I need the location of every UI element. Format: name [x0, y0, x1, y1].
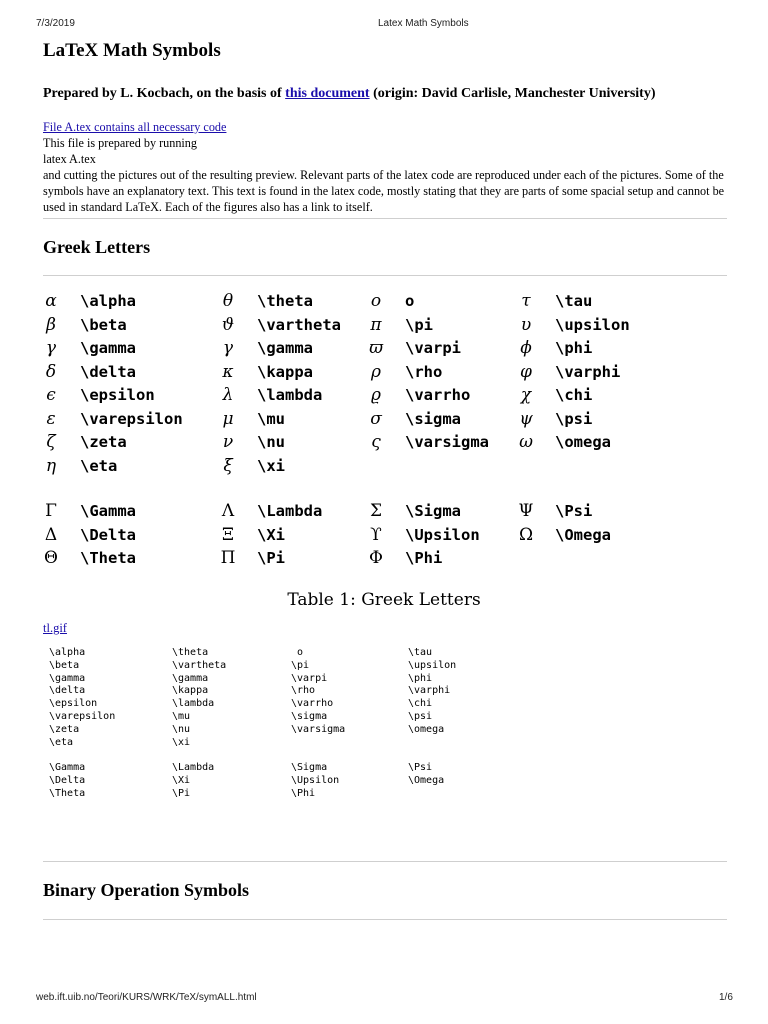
- code-line: o: [291, 647, 304, 658]
- greek-symbol-entry: [213, 314, 341, 337]
- greek-symbol-glyph: θ: [222, 291, 234, 311]
- greek-symbol-entry: [361, 384, 470, 407]
- code-column: [291, 647, 345, 801]
- greek-symbol-glyph: κ: [222, 361, 234, 382]
- greek-symbol-glyph: Θ: [44, 548, 58, 568]
- latex-command: \Gamma: [80, 502, 136, 520]
- greek-symbol-entry: [511, 290, 592, 313]
- latex-command: \Psi: [555, 502, 593, 520]
- intro-line3: and cutting the pictures out of the resulting preview. Relevant parts of the latex code are reproduced under each of the pictures. Some of the symbols have an explanatory text. This text is found in the latex code, mostly stating that they are parts of some spacial setup and cannot be used in standard LaTeX. Each of the figures also has a link to itself.: [43, 168, 725, 214]
- greek-symbol-entry: [511, 337, 592, 360]
- greek-symbol-entry: [36, 361, 136, 384]
- latex-command: \alpha: [80, 292, 136, 310]
- greek-symbol-entry: [361, 337, 461, 360]
- this-document-link[interactable]: this document: [285, 86, 370, 101]
- page-title: LaTeX Math Symbols: [43, 40, 221, 61]
- latex-command: \delta: [80, 362, 136, 381]
- greek-symbol-entry: [36, 500, 136, 523]
- greek-symbol-entry: [213, 455, 285, 478]
- greek-symbol-entry: [511, 431, 611, 454]
- code-line: \Omega: [408, 774, 445, 786]
- latex-command: \chi: [555, 386, 593, 404]
- code-line: \delta: [49, 685, 86, 697]
- greek-symbol-glyph: η: [45, 455, 57, 476]
- latex-command: \kappa: [257, 362, 313, 381]
- greek-symbol-glyph: ζ: [46, 432, 56, 452]
- code-line: \pi: [291, 659, 310, 671]
- greek-symbol-glyph: Γ: [45, 501, 57, 521]
- prepared-by-text: Prepared by L. Kocbach, on the basis of: [43, 86, 286, 101]
- greek-symbol-glyph: π: [370, 314, 382, 335]
- greek-symbol-glyph: δ: [45, 361, 57, 382]
- code-line: \beta: [49, 659, 80, 671]
- section-heading-binary: Binary Operation Symbols: [43, 880, 250, 900]
- divider: [43, 218, 727, 219]
- code-line: [291, 749, 345, 762]
- greek-symbol-glyph: ε: [46, 408, 56, 429]
- divider: [43, 919, 727, 920]
- file-a-tex-link[interactable]: File A.tex contains all necessary code: [43, 120, 227, 134]
- greek-symbol-glyph: ϖ: [369, 338, 383, 358]
- latex-command: \Sigma: [405, 502, 461, 520]
- greek-symbol-entry: [361, 290, 414, 313]
- greek-symbol-glyph: Ω: [518, 524, 534, 545]
- greek-symbol-entry: [511, 500, 592, 523]
- latex-command: \phi: [555, 339, 593, 357]
- latex-command: \sigma: [405, 409, 461, 428]
- greek-symbol-glyph: μ: [222, 408, 234, 429]
- greek-symbol-glyph: ψ: [519, 408, 533, 429]
- code-line: [49, 749, 115, 762]
- greek-symbol-entry: [361, 524, 480, 547]
- divider: [43, 861, 727, 862]
- code-line: \gamma: [172, 672, 209, 684]
- code-line: \Psi: [408, 762, 433, 774]
- greek-symbol-glyph: Λ: [221, 501, 235, 521]
- greek-symbol-entry: [361, 314, 433, 337]
- code-line: \Sigma: [291, 762, 328, 774]
- latex-command: \varsigma: [405, 433, 489, 451]
- code-line: \epsilon: [49, 698, 98, 710]
- latex-command: \Xi: [257, 525, 285, 544]
- greek-symbol-entry: [36, 290, 136, 313]
- latex-command: \zeta: [80, 433, 127, 451]
- greek-symbol-glyph: ξ: [223, 455, 233, 476]
- latex-command: o: [405, 292, 415, 310]
- code-line: \Lambda: [172, 762, 215, 774]
- print-title: Latex Math Symbols: [378, 18, 469, 29]
- greek-symbol-glyph: Ξ: [222, 524, 234, 545]
- greek-symbol-glyph: ρ: [371, 361, 381, 382]
- code-line: \Delta: [49, 774, 86, 786]
- code-line: \Theta: [49, 787, 86, 799]
- greek-symbol-glyph: λ: [222, 385, 234, 405]
- code-line: \varsigma: [291, 723, 346, 735]
- greek-symbol-glyph: ν: [222, 432, 234, 452]
- code-line: \gamma: [49, 672, 86, 684]
- greek-symbol-entry: [36, 408, 183, 431]
- latex-command: \psi: [555, 409, 593, 428]
- page-number: 1/6: [719, 992, 733, 1003]
- section-heading-greek: Greek Letters: [43, 237, 151, 257]
- greek-symbol-entry: [511, 408, 592, 431]
- code-line: \psi: [408, 710, 433, 722]
- greek-symbol-entry: [361, 408, 461, 431]
- code-line: \phi: [408, 672, 433, 684]
- greek-symbol-entry: [213, 337, 313, 360]
- latex-command: \tau: [555, 292, 593, 310]
- prepared-by-line: [43, 86, 656, 102]
- latex-command: \mu: [257, 409, 285, 428]
- greek-symbol-entry: [213, 431, 285, 454]
- code-line: \Pi: [172, 787, 191, 799]
- latex-command: \lambda: [257, 386, 323, 404]
- greek-symbol-entry: [361, 361, 442, 384]
- greek-symbol-entry: [511, 361, 620, 384]
- latex-command: \varepsilon: [80, 409, 183, 428]
- code-line: [408, 737, 456, 750]
- code-line: \Xi: [172, 774, 191, 786]
- code-line: \kappa: [172, 685, 209, 697]
- code-line: \Phi: [291, 787, 316, 799]
- greek-symbol-glyph: o: [370, 291, 382, 311]
- greek-symbol-glyph: α: [45, 291, 57, 311]
- greek-symbol-glyph: β: [46, 314, 56, 335]
- code-line: [291, 737, 345, 750]
- code-line: \varpi: [291, 672, 328, 684]
- latex-command: \omega: [555, 433, 611, 451]
- latex-command: \varpi: [405, 339, 461, 357]
- greek-symbol-entry: [213, 290, 313, 313]
- intro-text: [43, 119, 733, 215]
- code-line: \zeta: [49, 723, 80, 735]
- code-line: \Upsilon: [291, 774, 340, 786]
- greek-symbol-entry: [36, 314, 127, 337]
- latex-command: \Theta: [80, 549, 136, 567]
- greek-symbol-entry: [36, 547, 136, 570]
- latex-command: \Upsilon: [405, 525, 480, 544]
- latex-command: \varrho: [405, 386, 471, 404]
- code-line: \upsilon: [408, 659, 457, 671]
- code-line: \Gamma: [49, 762, 86, 774]
- greek-symbol-glyph: ς: [371, 432, 381, 452]
- latex-command: \nu: [257, 433, 285, 451]
- code-column: [408, 647, 456, 788]
- greek-symbol-entry: [36, 337, 136, 360]
- code-column: [49, 647, 115, 801]
- greek-symbol-glyph: ω: [519, 432, 533, 452]
- greek-symbol-entry: [213, 384, 322, 407]
- greek-symbol-entry: [213, 408, 285, 431]
- latex-command: \theta: [257, 292, 313, 310]
- code-line: \varphi: [408, 685, 451, 697]
- greek-symbol-glyph: Ψ: [518, 501, 534, 521]
- latex-command: \Lambda: [257, 502, 323, 520]
- greek-symbol-entry: [36, 384, 155, 407]
- latex-command: \Delta: [80, 525, 136, 544]
- greek-symbol-entry: [213, 500, 322, 523]
- latex-command: \xi: [257, 456, 285, 475]
- greek-symbol-entry: [511, 384, 592, 407]
- greek-symbol-glyph: ϕ: [520, 338, 532, 358]
- greek-symbol-glyph: ϒ: [370, 524, 382, 545]
- greek-symbol-entry: [361, 431, 489, 454]
- code-column: [172, 647, 226, 801]
- greek-symbol-entry: [36, 431, 127, 454]
- code-line: \tau: [408, 647, 433, 658]
- latex-command: \beta: [80, 315, 127, 334]
- latex-command: \gamma: [80, 339, 136, 357]
- greek-symbol-glyph: ϱ: [371, 385, 381, 405]
- tl-gif-link[interactable]: tl.gif: [43, 621, 67, 635]
- greek-symbol-entry: [213, 361, 313, 384]
- greek-symbol-glyph: Φ: [369, 548, 383, 568]
- greek-symbol-entry: [361, 547, 442, 570]
- code-line: \vartheta: [172, 659, 227, 671]
- code-line: \sigma: [291, 710, 328, 722]
- greek-symbol-glyph: Σ: [369, 501, 383, 521]
- footer-url: web.ift.uib.no/Teori/KURS/WRK/TeX/symALL.html: [36, 992, 257, 1003]
- code-line: \rho: [291, 685, 316, 697]
- latex-command: \Pi: [257, 549, 285, 567]
- latex-command: \Phi: [405, 549, 443, 567]
- code-line: \eta: [49, 736, 74, 748]
- print-date: 7/3/2019: [36, 18, 75, 29]
- greek-symbol-glyph: σ: [370, 408, 382, 429]
- intro-line1: This file is prepared by running: [43, 136, 197, 150]
- greek-symbol-glyph: Δ: [44, 524, 58, 545]
- code-line: \xi: [172, 736, 191, 748]
- greek-symbol-entry: [361, 500, 461, 523]
- intro-line2: latex A.tex: [43, 152, 96, 166]
- latex-command: \rho: [405, 362, 443, 381]
- latex-command: \eta: [80, 456, 118, 475]
- divider: [43, 275, 727, 276]
- greek-symbol-entry: [213, 547, 285, 570]
- greek-symbol-glyph: ϑ: [221, 314, 235, 335]
- latex-command: \vartheta: [257, 315, 341, 334]
- code-line: \varepsilon: [49, 710, 116, 722]
- origin-text: (origin: David Carlisle, Manchester University): [369, 86, 656, 101]
- greek-symbol-glyph: γ: [222, 338, 234, 358]
- latex-command: \pi: [405, 315, 433, 334]
- code-line: \alpha: [49, 647, 86, 658]
- code-line: \lambda: [172, 698, 215, 710]
- code-line: \chi: [408, 698, 433, 710]
- table-caption: Table 1: Greek Letters: [287, 590, 481, 610]
- code-line: \nu: [172, 723, 191, 735]
- code-line: \varrho: [291, 698, 334, 710]
- code-line: [172, 749, 226, 762]
- greek-symbol-glyph: Π: [220, 548, 236, 568]
- greek-symbol-entry: [213, 524, 285, 547]
- latex-command: \epsilon: [80, 386, 155, 404]
- code-line: \mu: [172, 710, 191, 722]
- latex-command: \varphi: [555, 362, 621, 381]
- code-line: \omega: [408, 723, 445, 735]
- greek-symbol-glyph: τ: [521, 291, 531, 311]
- code-line: \theta: [172, 647, 209, 658]
- latex-command: \Omega: [555, 525, 611, 544]
- greek-symbol-glyph: φ: [520, 361, 532, 382]
- greek-symbol-glyph: γ: [45, 338, 57, 358]
- greek-symbol-glyph: ϵ: [46, 385, 56, 405]
- greek-symbol-entry: [511, 524, 611, 547]
- greek-symbol-entry: [36, 455, 117, 478]
- latex-command: \upsilon: [555, 315, 630, 334]
- greek-symbol-glyph: υ: [520, 314, 532, 335]
- greek-symbol-entry: [511, 314, 630, 337]
- latex-command: \gamma: [257, 339, 313, 357]
- greek-symbol-entry: [36, 524, 136, 547]
- greek-symbol-glyph: χ: [520, 385, 532, 405]
- code-line: [408, 749, 456, 762]
